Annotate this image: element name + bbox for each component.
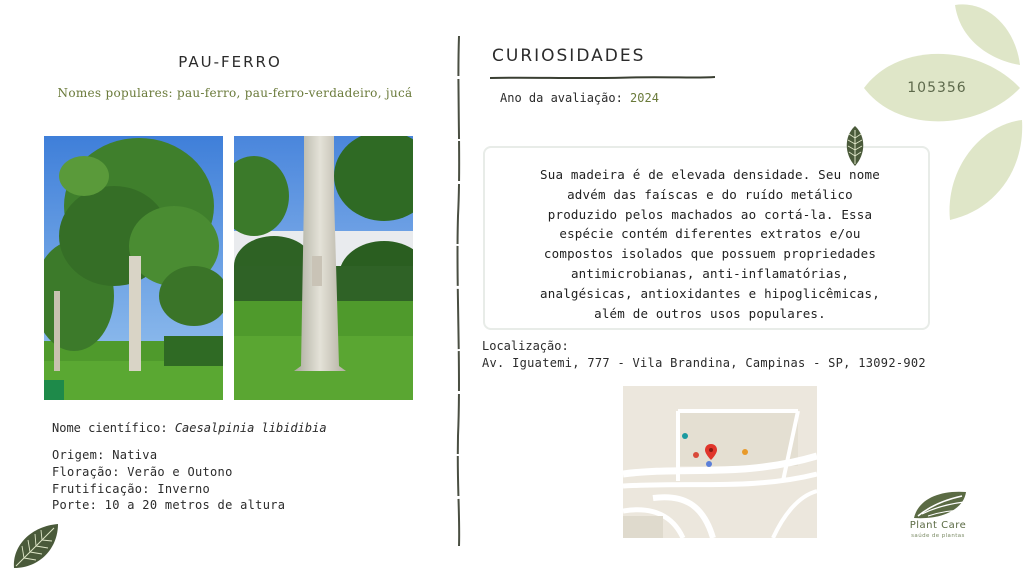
- column-divider: [452, 36, 466, 546]
- tree-photo-trunk: [234, 136, 413, 400]
- description-line: analgésicas, antioxidantes e hipoglicêmicas,: [540, 285, 880, 301]
- scientific-name-row: [52, 421, 327, 435]
- scientific-name: Caesalpinia libidibia: [174, 421, 327, 435]
- plant-title: PAU-FERRO: [178, 53, 282, 71]
- logo-name: Plant Care: [909, 520, 967, 531]
- plant-code-badge: 105356: [907, 80, 967, 96]
- location-map[interactable]: [623, 386, 817, 538]
- scientific-label: Nome científico:: [52, 421, 175, 435]
- description-line: espécie contém diferentes extratos e/ou: [559, 226, 861, 242]
- description-line: compostos isolados que possuem propriedades: [543, 246, 877, 262]
- fact-origin: Origem: Nativa: [52, 448, 158, 462]
- decorative-leaves: [860, 0, 1024, 230]
- fact-fruiting: Frutificação: Inverno: [52, 482, 211, 496]
- description-text: [500, 165, 920, 323]
- year-label: Ano da avaliação:: [500, 91, 631, 105]
- leaf-icon: [10, 520, 62, 572]
- description-line: Sua madeira é de elevada densidade. Seu nome: [540, 167, 880, 182]
- tree-photo-canopy: [44, 136, 223, 400]
- fact-size: Porte: 10 a 20 metros de altura: [52, 498, 286, 512]
- fact-flowering: Floração: Verão e Outono: [52, 465, 233, 479]
- description-line: antimicrobianas, anti-inflamatórias,: [570, 265, 850, 281]
- leaf-icon: [840, 124, 870, 168]
- popular-names: Nomes populares: pau-ferro, pau-ferro-verdadeiro, jucá: [57, 86, 413, 100]
- location-label: Localização:: [482, 339, 569, 353]
- description-line: advém das faíscas e do ruído metálico: [567, 186, 853, 202]
- description-line: além de outros usos populares.: [594, 305, 826, 321]
- curiosities-title: CURIOSIDADES: [492, 46, 646, 66]
- description-line: produzido pelos machados ao cortá-la. Essa: [547, 206, 873, 222]
- year-value: 2024: [630, 91, 659, 105]
- assessment-year: [500, 91, 659, 105]
- title-underline: [490, 67, 715, 75]
- logo-tagline: saúde de plantas: [911, 533, 965, 539]
- location-address: Av. Iguatemi, 777 - Vila Brandina, Campinas - SP, 13092-902: [482, 356, 926, 370]
